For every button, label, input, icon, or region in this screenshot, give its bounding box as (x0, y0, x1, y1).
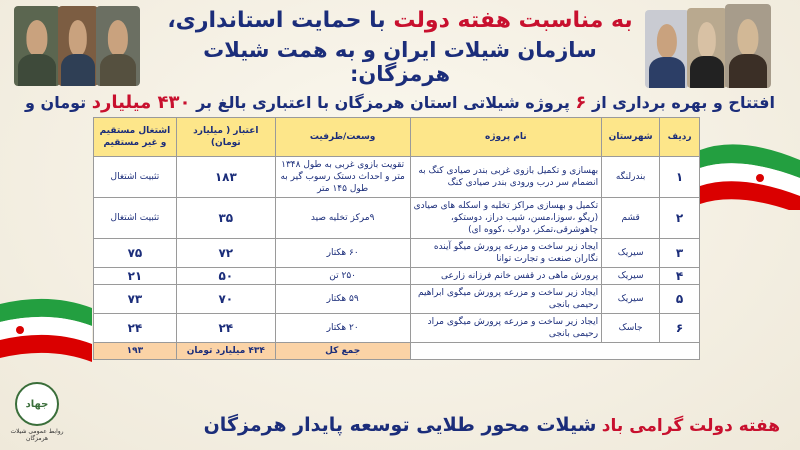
total-credit: ۴۳۴ میلیارد تومان (176, 343, 275, 360)
header-jobs: اشتغال مستقیم و غیر مستقیم (94, 118, 177, 157)
total-jobs: ۱۹۳ (94, 343, 177, 360)
cell-credit: ۷۰ (176, 285, 275, 314)
headline-occasion: به مناسبت هفته دولت (393, 8, 633, 33)
iran-flag-right (700, 140, 800, 210)
portrait-right-3 (725, 4, 771, 88)
projects-table (93, 117, 700, 360)
header-project-name: نام پروژه (410, 118, 602, 157)
logo-caption: روابط عمومی شیلات هرمزگان (10, 428, 64, 442)
total-empty-cell (410, 343, 699, 360)
table-row (94, 198, 700, 239)
cell-size: ۲۰ هکتار (275, 314, 410, 343)
table-total-row (94, 343, 700, 360)
logo-emblem: جهاد (15, 382, 59, 426)
cell-jobs: ۷۳ (94, 285, 177, 314)
cell-size: ۲۵۰ تن (275, 268, 410, 285)
portrait-right-1 (645, 10, 689, 88)
cell-city: جاسک (602, 314, 660, 343)
cell-size: ۶۰ هکتار (275, 239, 410, 268)
headline-line-2: سازمان شیلات ایران و به همت شیلات هرمزگان: (203, 38, 597, 86)
table-row (94, 314, 700, 343)
portrait-left-3 (96, 6, 140, 86)
portrait-right-2 (687, 8, 727, 88)
cell-credit: ۱۸۳ (176, 157, 275, 198)
cell-row-number: ۲ (660, 198, 700, 239)
cell-row-number: ۴ (660, 268, 700, 285)
table-row (94, 239, 700, 268)
table-row (94, 157, 700, 198)
cell-jobs: ۲۱ (94, 268, 177, 285)
iran-flag-left (0, 296, 92, 366)
cell-credit: ۳۵ (176, 198, 275, 239)
portrait-left-2 (58, 6, 98, 86)
portrait-left-1 (14, 6, 60, 86)
cell-project-name: ایجاد زیر ساخت و مزرعه پرورش میگوی ابراهیم رحیمی بانجی (410, 285, 602, 314)
headline-line-1 (150, 8, 650, 33)
table-header-row (94, 118, 700, 157)
slogan-text: شیلات محور طلایی توسعه پایدار هرمزگان (203, 414, 597, 436)
cell-city: قشم (602, 198, 660, 239)
cell-project-name: ایجاد زیر ساخت و مزرعه پرورش میگوی مراد رحیمی بانجی (410, 314, 602, 343)
table-row (94, 268, 700, 285)
header-size: وسعت/ظرفیت (275, 118, 410, 157)
cell-row-number: ۱ (660, 157, 700, 198)
cell-city: سیریک (602, 285, 660, 314)
cell-jobs: ۲۴ (94, 314, 177, 343)
headline-line-3: افتتاح و بهره برداری از ۶ پروژه شیلاتی استان هرمزگان با اعتباری بالغ بر ۴۳۰ میلیارد تومان و (25, 92, 775, 113)
greeting-text: هفته دولت گرامی باد (601, 416, 780, 436)
header-city: شهرستان (602, 118, 660, 157)
cell-project-name: پرورش ماهی در قفس خانم فرزانه زارعی (410, 268, 602, 285)
jahad-logo (8, 382, 66, 442)
headline-support: با حمایت استانداری، (167, 8, 386, 33)
cell-row-number: ۳ (660, 239, 700, 268)
cell-size: ۹مرکز تخلیه صید (275, 198, 410, 239)
header-credit: اعتبار ( میلیارد تومان) (176, 118, 275, 157)
cell-jobs: ۷۵ (94, 239, 177, 268)
cell-jobs: تثبیت اشتغال (94, 157, 177, 198)
total-label: جمع کل (275, 343, 410, 360)
cell-size: ۵۹ هکتار (275, 285, 410, 314)
cell-project-name: ایجاد زیر ساخت و مزرعه پرورش میگو آینده نگاران صنعت و تجارت توانا (410, 239, 602, 268)
cell-city: سیریک (602, 268, 660, 285)
cell-project-name: بهسازی و تکمیل بازوی غربی بندر صیادی کنگ به انضمام سر درب ورودی بندر صیادی کنگ (410, 157, 602, 198)
cell-credit: ۷۲ (176, 239, 275, 268)
cell-project-name: تکمیل و بهسازی مراکز تخلیه و اسکله های صیادی (ریگو ،سوزا،مسن، شیب دراز، دوستکو، چاهوشرقی،تمکز، دولاب ،کووه ای) (410, 198, 602, 239)
header-row-number: ردیف (660, 118, 700, 157)
cell-credit: ۲۴ (176, 314, 275, 343)
cell-size: تقویت بازوی غربی به طول ۱۳۴۸ متر و احداث دستک رسوب گیر به طول ۱۴۵ متر (275, 157, 410, 198)
cell-credit: ۵۰ (176, 268, 275, 285)
cell-row-number: ۶ (660, 314, 700, 343)
cell-row-number: ۵ (660, 285, 700, 314)
cell-city: بندرلنگه (602, 157, 660, 198)
table-row (94, 285, 700, 314)
cell-jobs: تثبیت اشتغال (94, 198, 177, 239)
cell-city: سیریک (602, 239, 660, 268)
